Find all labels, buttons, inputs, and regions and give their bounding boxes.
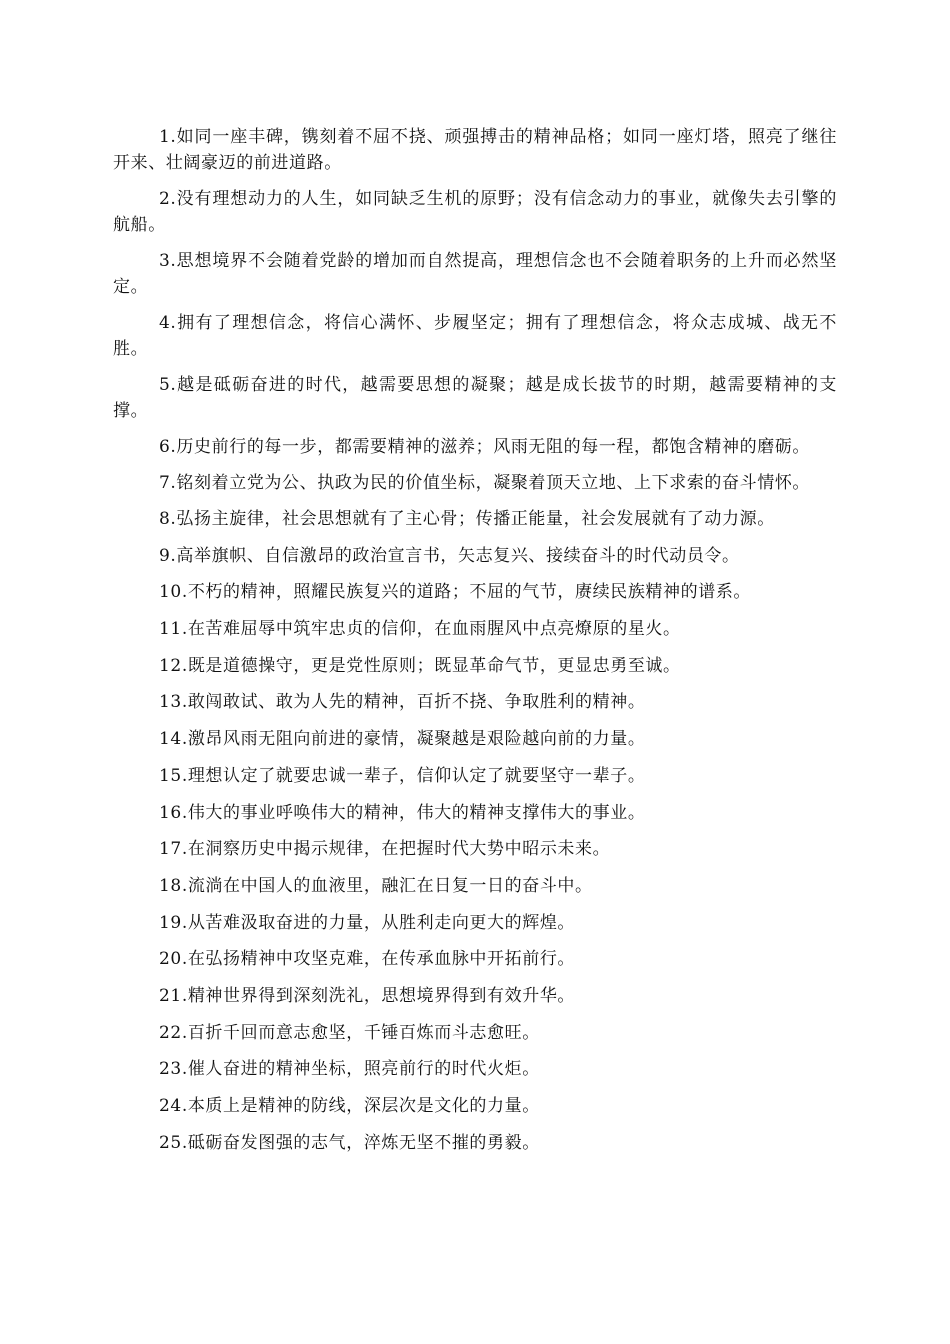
list-item: 3.思想境界不会随着党龄的增加而自然提高，理想信念也不会随着职务的上升而必然坚定。 <box>113 251 837 297</box>
list-item: 20.在弘扬精神中攻坚克难，在传承血脉中开拓前行。 <box>159 949 576 970</box>
list-item: 5.越是砥砺奋进的时代，越需要思想的凝聚；越是成长拔节的时期，越需要精神的支撑。 <box>113 375 837 421</box>
list-item: 6.历史前行的每一步，都需要精神的滋养；风雨无阻的每一程，都饱含精神的磨砺。 <box>159 437 811 457</box>
list-item: 23.催人奋进的精神坐标，照亮前行的时代火炬。 <box>159 1059 540 1080</box>
list-item: 11.在苦难屈辱中筑牢忠贞的信仰，在血雨腥风中点亮燎原的星火。 <box>159 619 681 640</box>
list-item: 2.没有理想动力的人生，如同缺乏生机的原野；没有信念动力的事业，就像失去引擎的航船。 <box>113 189 837 235</box>
list-item: 14.激昂风雨无阻向前进的豪情，凝聚越是艰险越向前的力量。 <box>159 729 646 750</box>
list-item: 9.高举旗帜、自信激昂的政治宣言书，矢志复兴、接续奋斗的时代动员令。 <box>159 545 740 566</box>
list-item: 12.既是道德操守，更是党性原则；既显革命气节，更显忠勇至诚。 <box>159 655 681 676</box>
list-item: 8.弘扬主旋律，社会思想就有了主心骨；传播正能量，社会发展就有了动力源。 <box>159 509 775 529</box>
list-item: 19.从苦难汲取奋进的力量，从胜利走向更大的辉煌。 <box>159 912 576 933</box>
list-item: 24.本质上是精神的防线，深层次是文化的力量。 <box>159 1096 540 1116</box>
list-item: 16.伟大的事业呼唤伟大的精神，伟大的精神支撑伟大的事业。 <box>159 802 646 823</box>
list-item: 4.拥有了理想信念，将信心满怀、步履坚定；拥有了理想信念，将众志成城、战无不胜。 <box>113 313 837 359</box>
list-item: 15.理想认定了就要忠诚一辈子，信仰认定了就要坚守一辈子。 <box>159 765 646 786</box>
list-item: 22.百折千回而意志愈坚，千锤百炼而斗志愈旺。 <box>159 1022 540 1043</box>
list-item: 7.铭刻着立党为公、执政为民的价值坐标，凝聚着顶天立地、上下求索的奋斗情怀。 <box>159 473 811 493</box>
list-item: 17.在洞察历史中揭示规律，在把握时代大势中昭示未来。 <box>159 839 611 860</box>
document-body <box>113 124 837 1166</box>
list-item: 21.精神世界得到深刻洗礼，思想境界得到有效升华。 <box>159 985 576 1006</box>
list-item: 1.如同一座丰碑，镌刻着不屈不挠、顽强搏击的精神品格；如同一座灯塔，照亮了继往开来、壮阔豪迈的前进道路。 <box>113 127 837 173</box>
list-item: 13.敢闯敢试、敢为人先的精神，百折不挠、争取胜利的精神。 <box>159 692 646 713</box>
list-item: 25.砥砺奋发图强的志气，淬炼无坚不摧的勇毅。 <box>159 1132 540 1153</box>
list-item: 10.不朽的精神，照耀民族复兴的道路；不屈的气节，赓续民族精神的谱系。 <box>159 582 752 603</box>
list-item: 18.流淌在中国人的血液里，融汇在日复一日的奋斗中。 <box>159 875 593 896</box>
